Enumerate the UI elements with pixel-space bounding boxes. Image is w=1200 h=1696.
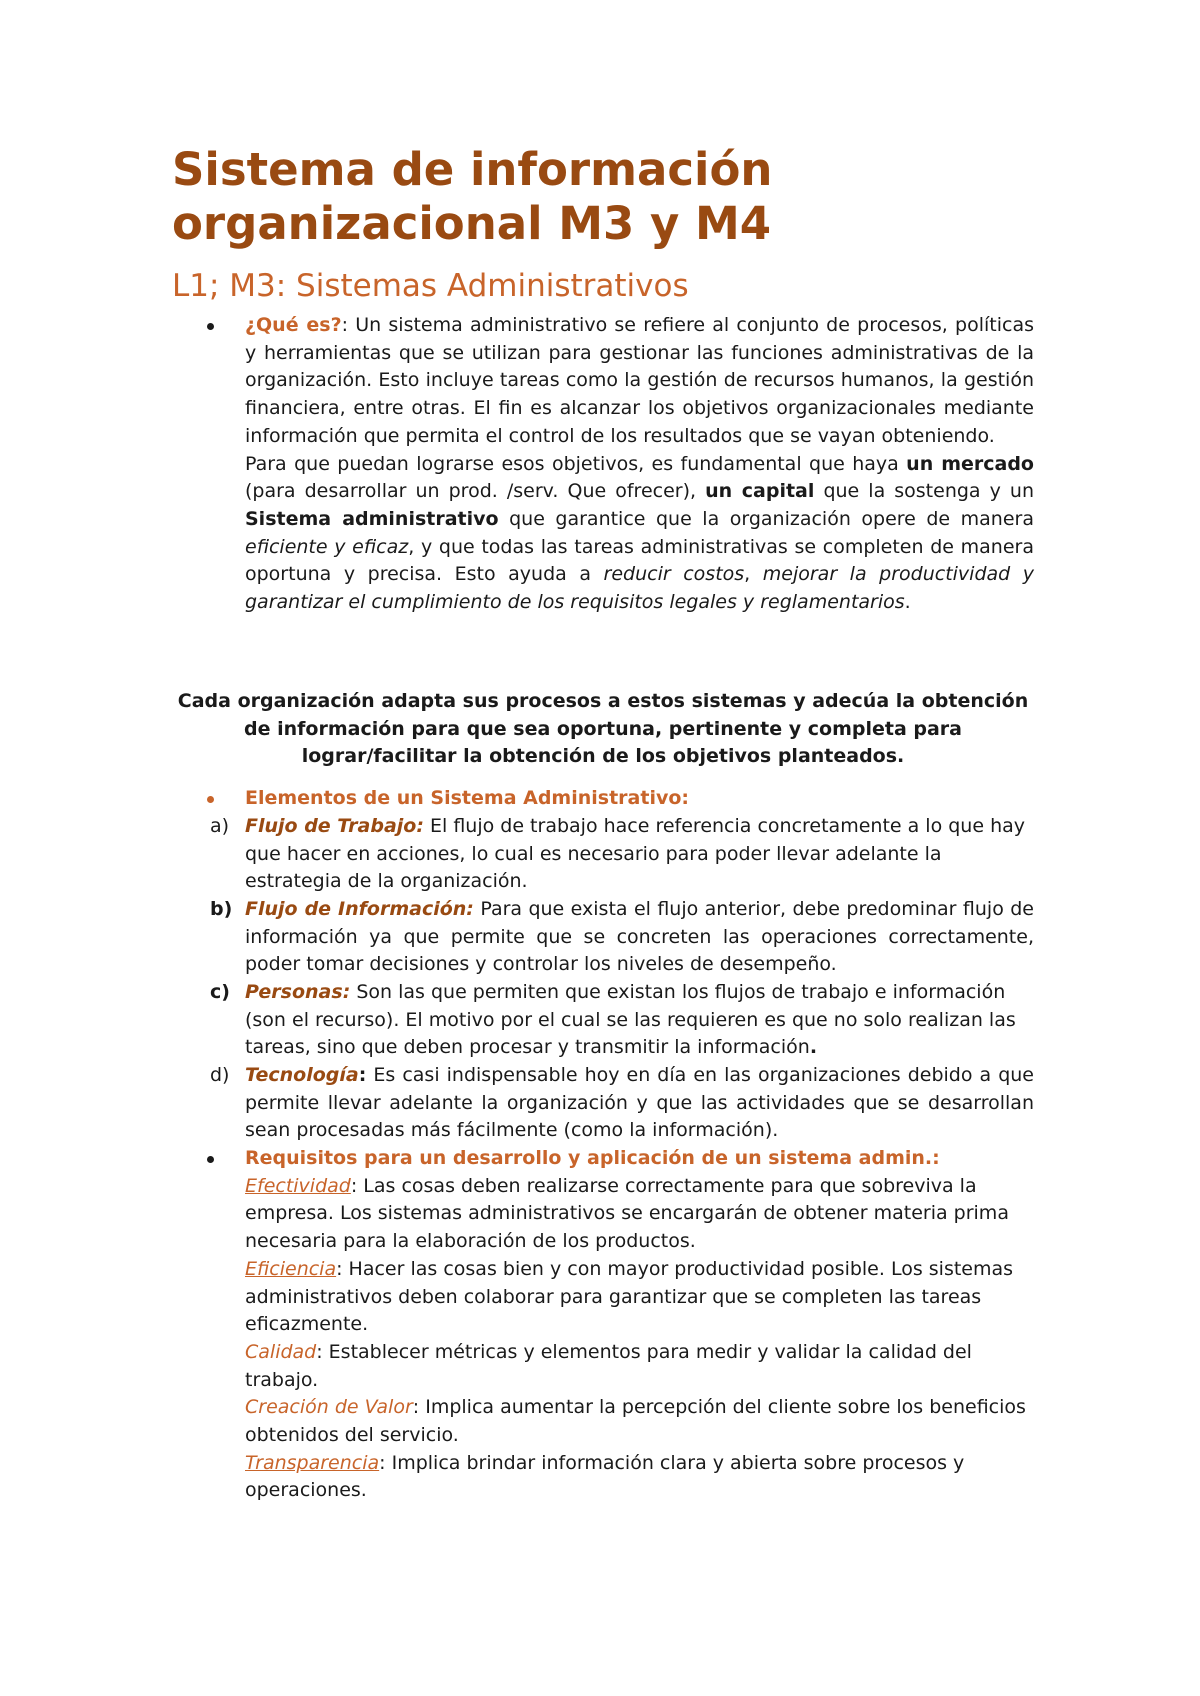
que-es-label: ¿Qué es? — [245, 314, 342, 336]
elementos-heading-item — [172, 785, 1034, 813]
requisito-term: Eficiencia — [245, 1257, 337, 1280]
requisito-calidad: Calidad: Establecer métricas y elementos para medir y validar la calidad del trabajo. — [245, 1340, 972, 1391]
center-note: Cada organización adapta sus procesos a estos sistemas y adecúa la obtención de información para que sea oportuna, pertinente y completa para lograr/facilitar la obtención de los objetivos planteados. — [177, 690, 1029, 768]
bullet-icon — [207, 1156, 214, 1163]
requisito-term: Creación de Valor — [245, 1396, 413, 1419]
list-marker: b) — [210, 898, 233, 920]
requisito-term: Transparencia — [245, 1451, 380, 1474]
requisitos-item — [172, 1145, 1034, 1505]
bullet-icon — [207, 796, 214, 803]
requisito-efectividad: Efectividad: Las cosas deben realizarse correctamente para que sobreviva la empresa. Los sistemas administrativos se encargarán de obtener materia prima necesaria para la elaboración de los productos. — [245, 1174, 1009, 1253]
section-heading: L1; M3: Sistemas Administrativos — [172, 268, 689, 304]
requisito-transparencia: Transparencia: Implica brindar información clara y abierta sobre procesos y operaciones. — [245, 1451, 965, 1502]
elemento-item-a: a) Flujo de Trabajo: El flujo de trabajo hace referencia concretamente a lo que hay que hacer en acciones, lo cual es necesario para poder llevar adelante la estrategia de la organización. — [210, 815, 1026, 893]
elemento-term: Tecnología — [245, 1064, 359, 1086]
elemento-item-d: d) Tecnología: Es casi indispensable hoy en día en las organizaciones debido a que permite llevar adelante la organización y que las actividades que se desarrollan sean procesadas más fácilmente (como la información). — [210, 1064, 1034, 1142]
list-marker: c) — [210, 981, 230, 1003]
requisito-term: Calidad — [245, 1340, 317, 1363]
elemento-item-b: b) Flujo de Información: Para que exista el flujo anterior, debe predominar flujo de información ya que permite que se concreten las operaciones correctamente, poder tomar decisiones y controlar los niveles de desempeño. — [210, 898, 1034, 976]
bullet-icon — [207, 323, 214, 330]
elemento-item-c: c) Personas: Son las que permiten que existan los flujos de trabajo e información (son el recurso). El motivo por el cual se las requieren es que no solo realizan las tareas, sino que deben procesar y transmitir la información. — [210, 981, 1016, 1059]
requisito-creacion-valor: Creación de Valor: Implica aumentar la percepción del cliente sobre los beneficios obtenidos del servicio. — [245, 1396, 1026, 1447]
que-es-paragraph-2: Para que puedan lograrse esos objetivos, es fundamental que haya un mercado (para desarrollar un prod. /serv. Que ofrecer), un capital que la sostenga y un Sistema administrativo que garantice que la organización opere de manera eficiente y eficaz, y que todas las tareas administrativas se completen de manera oportuna y precisa. Esto ayuda a reducir costos, mejorar la productividad y garantizar el cumplimiento de los requisitos legales y reglamentarios. — [245, 452, 1034, 614]
que-es-item — [172, 312, 1034, 617]
list-marker: a) — [210, 815, 230, 837]
elemento-term: Flujo de Trabajo: — [245, 815, 424, 837]
elementos-heading: Elementos de un Sistema Administrativo: — [245, 787, 689, 809]
que-es-paragraph-1: ¿Qué es?: Un sistema administrativo se refiere al conjunto de procesos, políticas y herramientas que se utilizan para gestionar las funciones administrativas de la organización. Esto incluye tareas como la gestión de recursos humanos, la gestión financiera, entre otras. El fin es alcanzar los objetivos organizacionales mediante información que permita el control de los resultados que se vayan obteniendo. — [245, 314, 1034, 447]
requisito-term: Efectividad — [245, 1174, 351, 1197]
document-title: Sistema de información organizacional M3 y M4 — [172, 143, 773, 250]
requisito-eficiencia: Eficiencia: Hacer las cosas bien y con mayor productividad posible. Los sistemas administrativos deben colaborar para garantizar que se completen las tareas eficazmente. — [245, 1257, 1014, 1336]
list-marker: d) — [210, 1064, 230, 1086]
elemento-term: Personas: — [245, 981, 351, 1003]
requisitos-heading: Requisitos para un desarrollo y aplicación de un sistema admin.: — [245, 1147, 940, 1169]
elemento-term: Flujo de Información: — [245, 898, 474, 920]
